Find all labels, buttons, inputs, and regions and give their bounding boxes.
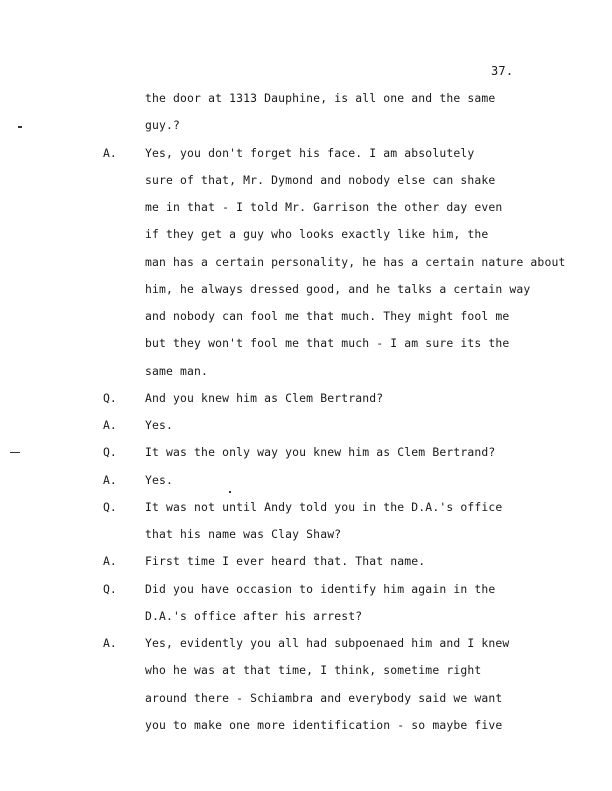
transcript-line: D.A.'s office after his arrest? [145, 609, 363, 623]
transcript-line: First time I ever heard that. That name. [145, 554, 426, 568]
transcript-line: and nobody can fool me that much. They might fool me [145, 309, 510, 323]
transcript-line: man has a certain personality, he has a certain nature about [145, 255, 566, 269]
transcript-line: Yes, evidently you all had subpoenaed him and I knew [145, 636, 510, 650]
transcript-line: Yes. [145, 473, 174, 487]
transcript-line: who he was at that time, I think, sometime right [145, 663, 482, 677]
margin-mark [10, 452, 20, 453]
margin-mark [18, 126, 22, 128]
transcript-line: the door at 1313 Dauphine, is all one and the same [145, 91, 496, 105]
transcript-line: It was the only way you knew him as Clem Bertrand? [145, 445, 496, 459]
transcript-line: guy.? [145, 118, 181, 132]
transcript-line: around there - Schiambra and everybody said we want [145, 691, 503, 705]
stray-dot [229, 491, 231, 493]
transcript-line: if they get a guy who looks exactly like him, the [145, 227, 489, 241]
speaker-label: Q. [103, 500, 117, 514]
transcript-line: And you knew him as Clem Bertrand? [145, 391, 384, 405]
speaker-label: Q. [103, 391, 117, 405]
speaker-label: A. [103, 473, 117, 487]
transcript-line: him, he always dressed good, and he talks a certain way [145, 282, 531, 296]
speaker-label: A. [103, 636, 117, 650]
transcript-line: Yes. [145, 418, 174, 432]
speaker-label: A. [103, 418, 117, 432]
transcript-line: that his name was Clay Shaw? [145, 527, 342, 541]
transcript-line: but they won't fool me that much - I am sure its the [145, 336, 510, 350]
transcript-line: Yes, you don't forget his face. I am absolutely [145, 146, 475, 160]
transcript-line: me in that - I told Mr. Garrison the other day even [145, 200, 503, 214]
speaker-label: Q. [103, 445, 117, 459]
transcript-line: Did you have occasion to identify him again in the [145, 582, 496, 596]
speaker-label: Q. [103, 582, 117, 596]
page-number: 37. [491, 64, 514, 78]
transcript-line: same man. [145, 364, 209, 378]
speaker-label: A. [103, 554, 117, 568]
transcript-line: you to make one more identification - so maybe five [145, 718, 503, 732]
speaker-label: A. [103, 146, 117, 160]
transcript-line: sure of that, Mr. Dymond and nobody else can shake [145, 173, 496, 187]
transcript-line: It was not until Andy told you in the D.A.'s office [145, 500, 503, 514]
